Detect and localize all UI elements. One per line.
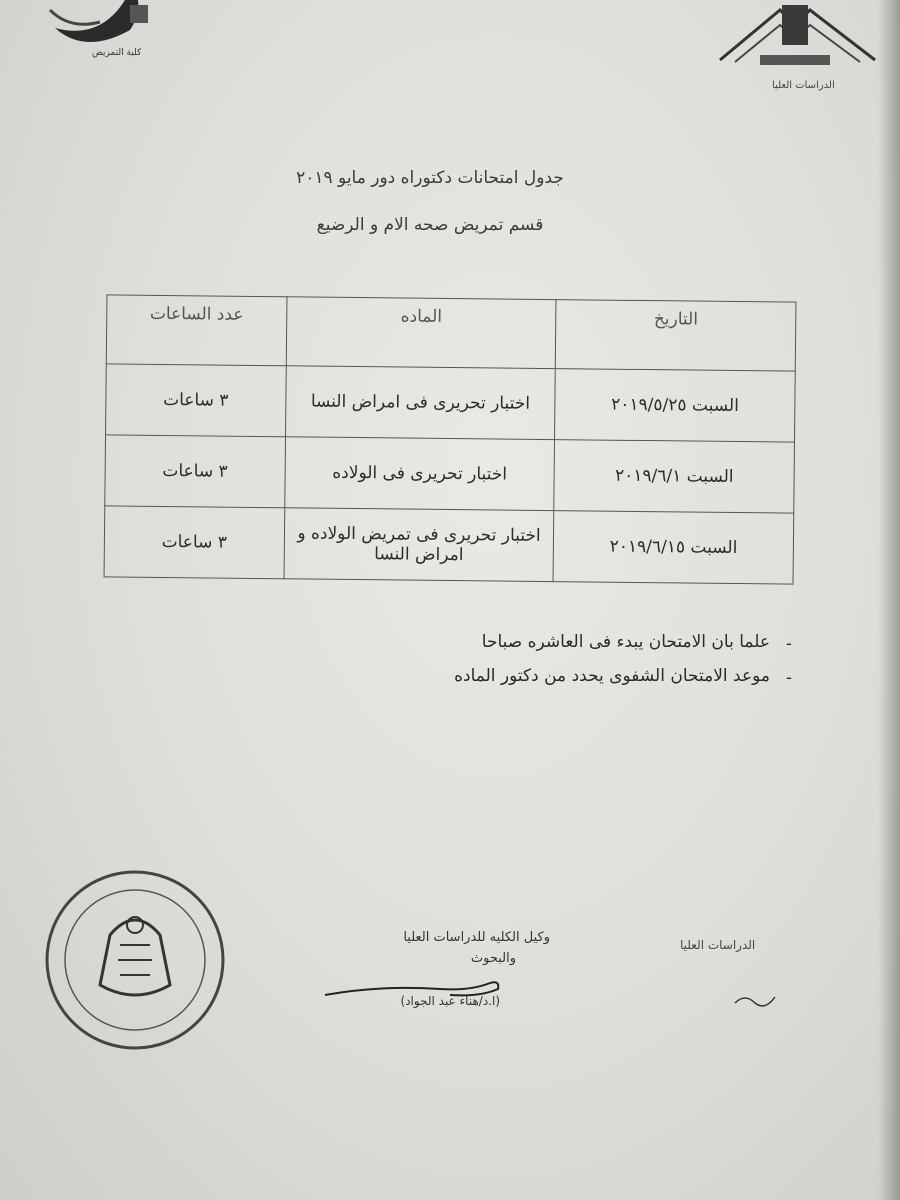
grad-studies-header: الدراسات العليا	[772, 80, 835, 91]
vice-dean-title: وكيل الكليه للدراسات العليا	[403, 930, 550, 945]
exam-schedule-table	[104, 294, 797, 584]
header-subject: الماده	[286, 297, 556, 369]
header-hours: عدد الساعات	[106, 295, 287, 366]
cell-hours: ٣ ساعات	[105, 435, 286, 508]
notes-list	[300, 632, 794, 700]
note-item: - موعد الامتحان الشفوى يحدد من دكتور الماده	[300, 666, 770, 686]
document-title: جدول امتحانات دكتوراه دور مايو ٢٠١٩	[296, 168, 564, 188]
faculty-logo	[30, 0, 160, 70]
header-date: التاريخ	[556, 300, 796, 372]
grad-studies-signature-label: الدراسات العليا	[680, 938, 756, 952]
department-title: قسم تمريض صحه الام و الرضيع	[316, 215, 544, 235]
official-seal-icon	[40, 865, 230, 1055]
cell-hours: ٣ ساعات	[106, 364, 287, 437]
table-row	[105, 435, 795, 513]
cell-hours: ٣ ساعات	[104, 506, 285, 579]
university-logo	[700, 0, 890, 110]
table-row	[106, 364, 796, 442]
table-header-row	[106, 295, 796, 371]
cell-date: السبت ٢٠١٩/٥/٢٥	[555, 369, 795, 443]
cell-subject: اختبار تحريرى فى الولاده	[285, 437, 555, 511]
cell-subject: اختبار تحريرى فى امراض النسا	[285, 366, 555, 440]
faculty-logo-label: كلية التمريض	[92, 48, 142, 58]
initials-signature-icon	[730, 985, 790, 1015]
page-edge-shadow	[878, 0, 900, 1200]
cell-date: السبت ٢٠١٩/٦/١٥	[553, 511, 793, 585]
table-row	[104, 506, 794, 584]
vice-dean-name: (ا.د/هناء عبد الجواد)	[400, 994, 500, 1008]
university-emblem-icon	[700, 0, 890, 80]
crescent-logo-icon	[30, 0, 160, 70]
note-item: - علما بان الامتحان يبدء فى العاشره صباحا	[300, 632, 770, 652]
vice-dean-title-cont: والبحوث	[470, 951, 516, 966]
cell-subject: اختبار تحريرى فى تمريض الولاده و امراض النسا	[284, 508, 554, 582]
cell-date: السبت ٢٠١٩/٦/١	[554, 440, 794, 514]
signature-icon	[320, 975, 510, 1005]
